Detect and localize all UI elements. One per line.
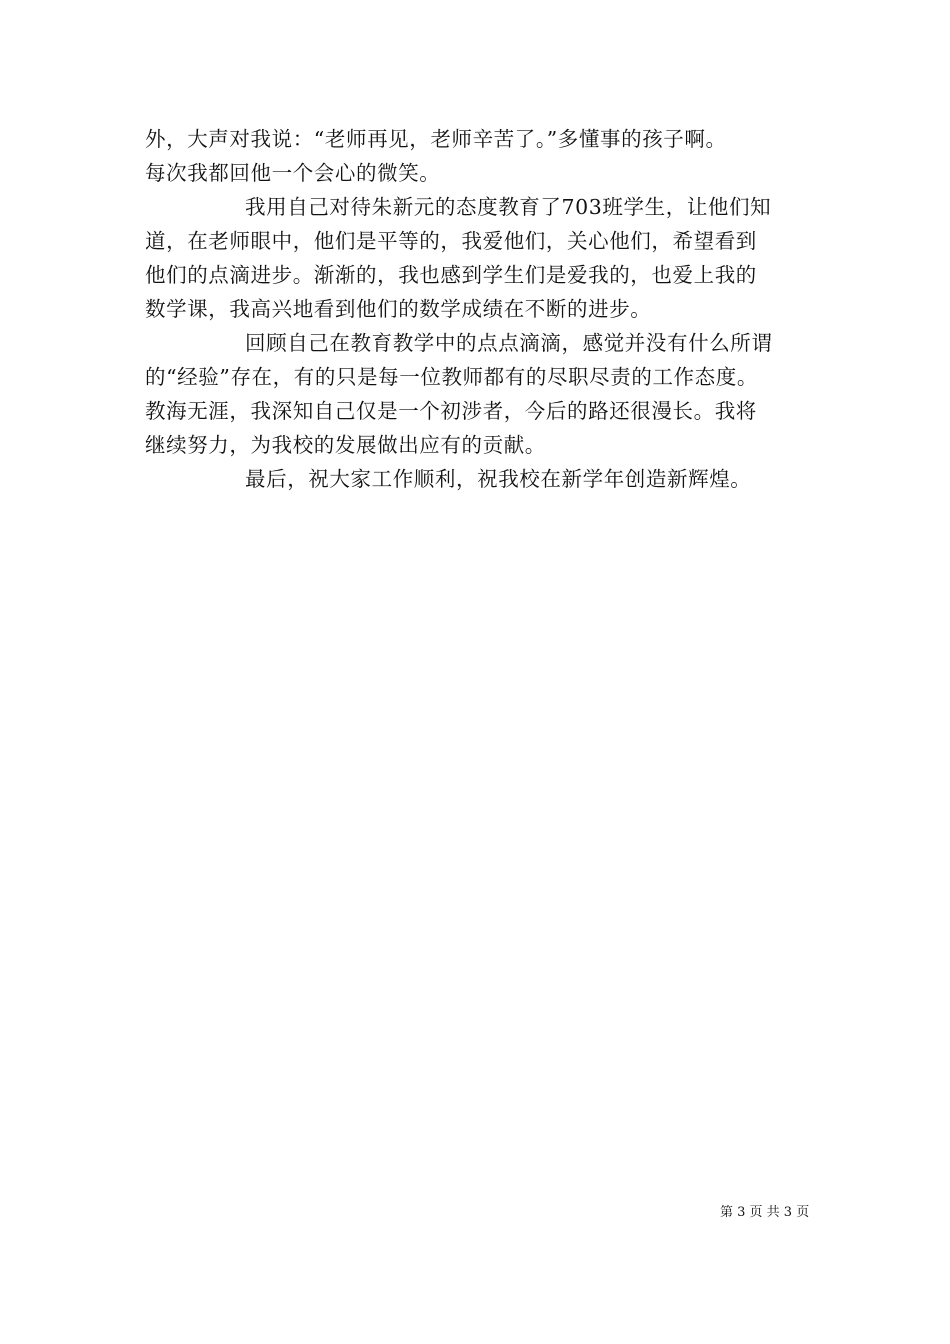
text-line: 的“经验”存在，有的只是每一位教师都有的尽职尽责的工作态度。 [145,365,758,389]
text-line: 每次我都回他一个会心的微笑。 [145,161,441,185]
paragraph-start-line: 我用自己对待朱新元的态度教育了703班学生，让他们知 [245,195,772,219]
text-line: 数学课，我高兴地看到他们的数学成绩在不断的进步。 [145,297,652,321]
page-number-footer: 第 3 页 共 3 页 [720,1205,810,1220]
text-line: 外，大声对我说：“老师再见，老师辛苦了。”多懂事的孩子啊。 [145,127,727,151]
paragraph-start-line: 回顾自己在教育教学中的点点滴滴，感觉并没有什么所谓 [245,331,773,355]
text-line: 道，在老师眼中，他们是平等的，我爱他们，关心他们，希望看到 [145,229,757,253]
text-line: 教海无涯，我深知自己仅是一个初涉者，今后的路还很漫长。我将 [145,399,757,423]
document-body [145,122,825,496]
text-line: 继续努力，为我校的发展做出应有的贡献。 [145,433,546,457]
text-line: 他们的点滴进步。渐渐的，我也感到学生们是爱我的，也爱上我的 [145,263,757,287]
paragraph-start-line: 最后，祝大家工作顺利，祝我校在新学年创造新辉煌。 [245,467,752,491]
